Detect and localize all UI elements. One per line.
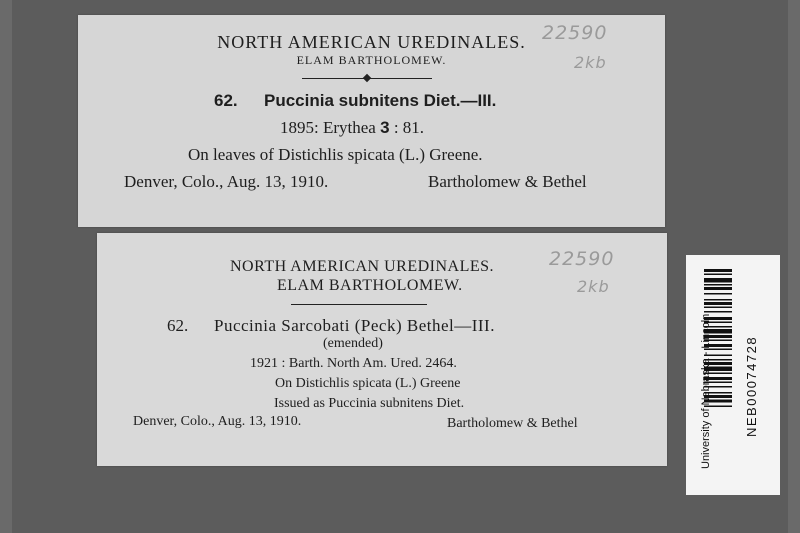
right-film-edge [788,0,800,533]
label-subheader: ELAM BARTHOLOMEW. [296,53,447,67]
divider-ornament [363,74,371,82]
barcode-bar [704,274,732,276]
collectors-line: Bartholomew & Bethel [428,172,587,191]
barcode-bar [704,284,732,286]
barcode-bar [704,311,732,313]
handwritten-note: 2kb [577,277,610,296]
label-number: 62. [214,91,238,110]
barcode-bar [704,302,732,305]
species-name: Puccinia subnitens Diet.—III. [264,91,497,110]
barcode-bar [704,299,732,301]
barcode-bar [704,293,732,295]
specimen-label-emended [97,233,667,466]
barcode-bar [704,287,732,290]
handwritten-accession: 22590 [542,22,608,44]
citation-volume: 3 [380,118,390,137]
host-line: On Distichlis spicata (L.) Greene [275,376,461,391]
label-header: NORTH AMERICAN UREDINALES. [217,32,526,52]
species-name: Puccinia Sarcobati (Peck) Bethel—III. [214,316,495,335]
citation: 1921 : Barth. North Am. Ured. 2464. [250,356,457,371]
citation-text: 1895: Erythea [280,118,381,137]
label-number: 62. [167,316,189,335]
collectors-line: Bartholomew & Bethel [447,416,578,431]
barcode-label [686,255,780,495]
left-film-edge [0,0,12,533]
handwritten-note: 2kb [574,53,607,72]
emended-note: (emended) [323,336,383,351]
barcode-bar [704,278,732,283]
issued-note: Issued as Puccinia subnitens Diet. [274,396,465,411]
label-header: NORTH AMERICAN UREDINALES. [230,258,495,275]
institution-name: University of Nebraska - Lincoln [700,313,712,469]
label-subheader: ELAM BARTHOLOMEW. [277,277,463,294]
citation [280,118,424,138]
citation-page: : 81. [389,118,425,137]
handwritten-accession: 22590 [549,248,615,270]
divider-rule [291,304,427,305]
locality-line: Denver, Colo., Aug. 13, 1910. [124,172,329,191]
specimen-label-original [78,15,665,227]
barcode-number: NEB00074728 [744,335,759,437]
locality-line: Denver, Colo., Aug. 13, 1910. [133,414,302,429]
barcode-bar [704,269,732,272]
host-line: On leaves of Distichlis spicata (L.) Greene. [188,145,483,164]
barcode-bar [704,307,732,309]
